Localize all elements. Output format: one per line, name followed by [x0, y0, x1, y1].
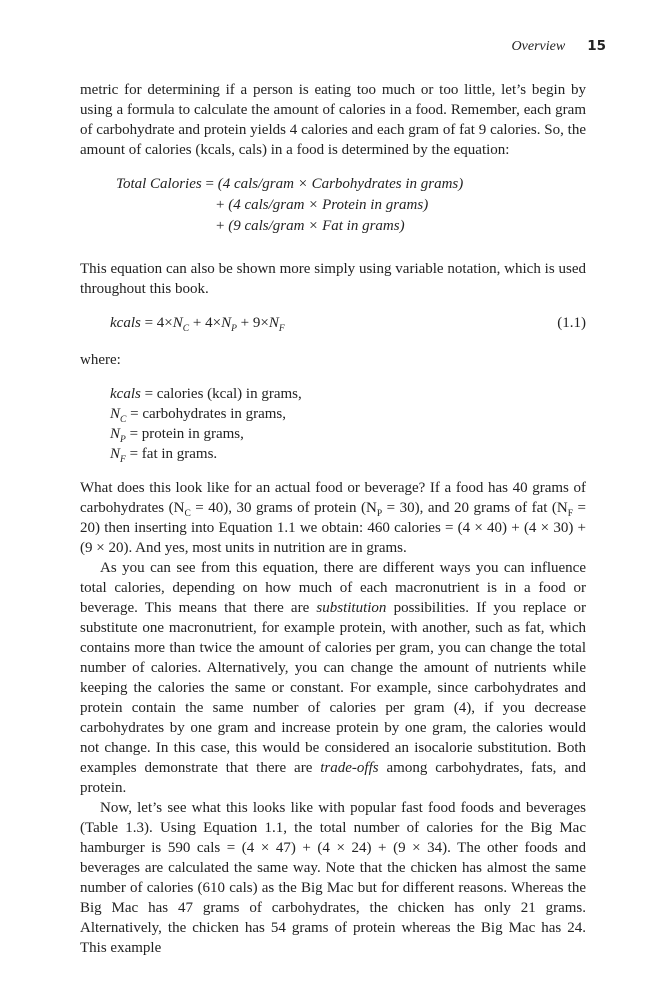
equation-lhs: Total Calories — [116, 176, 202, 192]
page-number: 15 — [587, 38, 606, 54]
where-label: where: — [80, 352, 121, 368]
equation-line-3: + (9 cals/gram × Fat in grams) — [216, 218, 405, 234]
fast-food-paragraph: Now, let’s see what this looks like with popular fast food foods and beverages (Table 1.3). Using Equation 1.1, the total number of calories for the Big Mac hamburger is 590 cals = (4 × 47) + (4 × 24) + (9 × 34). The other foods and beverages are calculated the same way. Note that the chicken has almost the same number of calories (610 cals) as the Big Mac but for different reasons. Whereas the Big Mac has 47 grams of carbohydrates, the chicken has only 21 grams. Alternatively, the chicken has 54 grams of protein whereas the Big Mac has 24. This example — [80, 800, 586, 956]
equation-line-2: + (4 cals/gram × Protein in grams) — [216, 197, 429, 213]
definition-nc: $N_C$ = carbohydrates in grams, — [110, 406, 287, 425]
equation-number: (1.1) — [557, 315, 586, 331]
variable-notation-paragraph: This equation can also be shown more simply using variable notation, which is used throughout this book. — [80, 261, 586, 297]
eq-lhs: kcals — [110, 315, 141, 331]
definition-kcals: kcals = calories (kcal) in grams, — [110, 386, 302, 402]
section-title: Overview — [511, 39, 566, 54]
variable-definitions — [110, 384, 586, 464]
intro-paragraph: metric for determining if a person is eating too much or too little, let’s begin by using a formula to calculate the amount of calories in a food. Remember, each gram of carbohydrate and protein yields 4 calories and each gram of fat 9 calories. So, the amount of calories (kcals, cals) in a food is determined by the equation: — [80, 82, 586, 158]
equation-line-1: Total Calories = (4 cals/gram × Carbohydrates in grams) — [116, 176, 464, 192]
equation-1-1: kcals = $4\times N_C + 4\times N_P + 9\times N_F$ (1.1) — [110, 315, 586, 334]
definition-nf: $N_F$ = fat in grams. — [110, 446, 218, 465]
total-calories-equation — [116, 174, 586, 237]
example-paragraph: What does this look like for an actual food or beverage? If a food has 40 grams of carbohydrates $(N_C = 40)$, 30 grams of protein $(N_P = 30)$, and 20 grams of fat $(N_F = 20)$ then inserting into Equation 1.1 we obtain: 460 calories = (4 × 40) + (4 × 30) + (9 × 20). And yes, most units in nutrition are in grams. — [80, 480, 586, 556]
substitution-paragraph: As you can see from this equation, there are different ways you can influence total calories, depending on how much of each macronutrient is in a food or beverage. This means that there are substitution possibilities. If you replace or substitute one macronutrient, for example protein, with another, such as fat, which contains more than twice the amount of calories per gram, you can change the total number of calories. Alternatively, you can change the amount of nutrients while keeping the calories the same or constant. For example, since carbohydrates and protein contain the same number of calories per gram (4), if you decrease carbohydrates by one gram and increase protein by one gram, the calories would not change. In this case, this would be considered an isocalorie substitution. Both examples demonstrate that there are trade-offs among carbohydrates, fats, and protein. — [80, 560, 586, 796]
equation-term-protein: (4 cals/gram × Protein in grams) — [228, 197, 429, 213]
equation-term-carbohydrates: (4 cals/gram × Carbohydrates in grams) — [217, 176, 464, 192]
page-body — [80, 80, 586, 958]
equation-term-fat: (9 cals/gram × Fat in grams) — [228, 218, 405, 234]
definition-np: $N_P$ = protein in grams, — [110, 426, 244, 445]
running-header — [512, 38, 606, 55]
